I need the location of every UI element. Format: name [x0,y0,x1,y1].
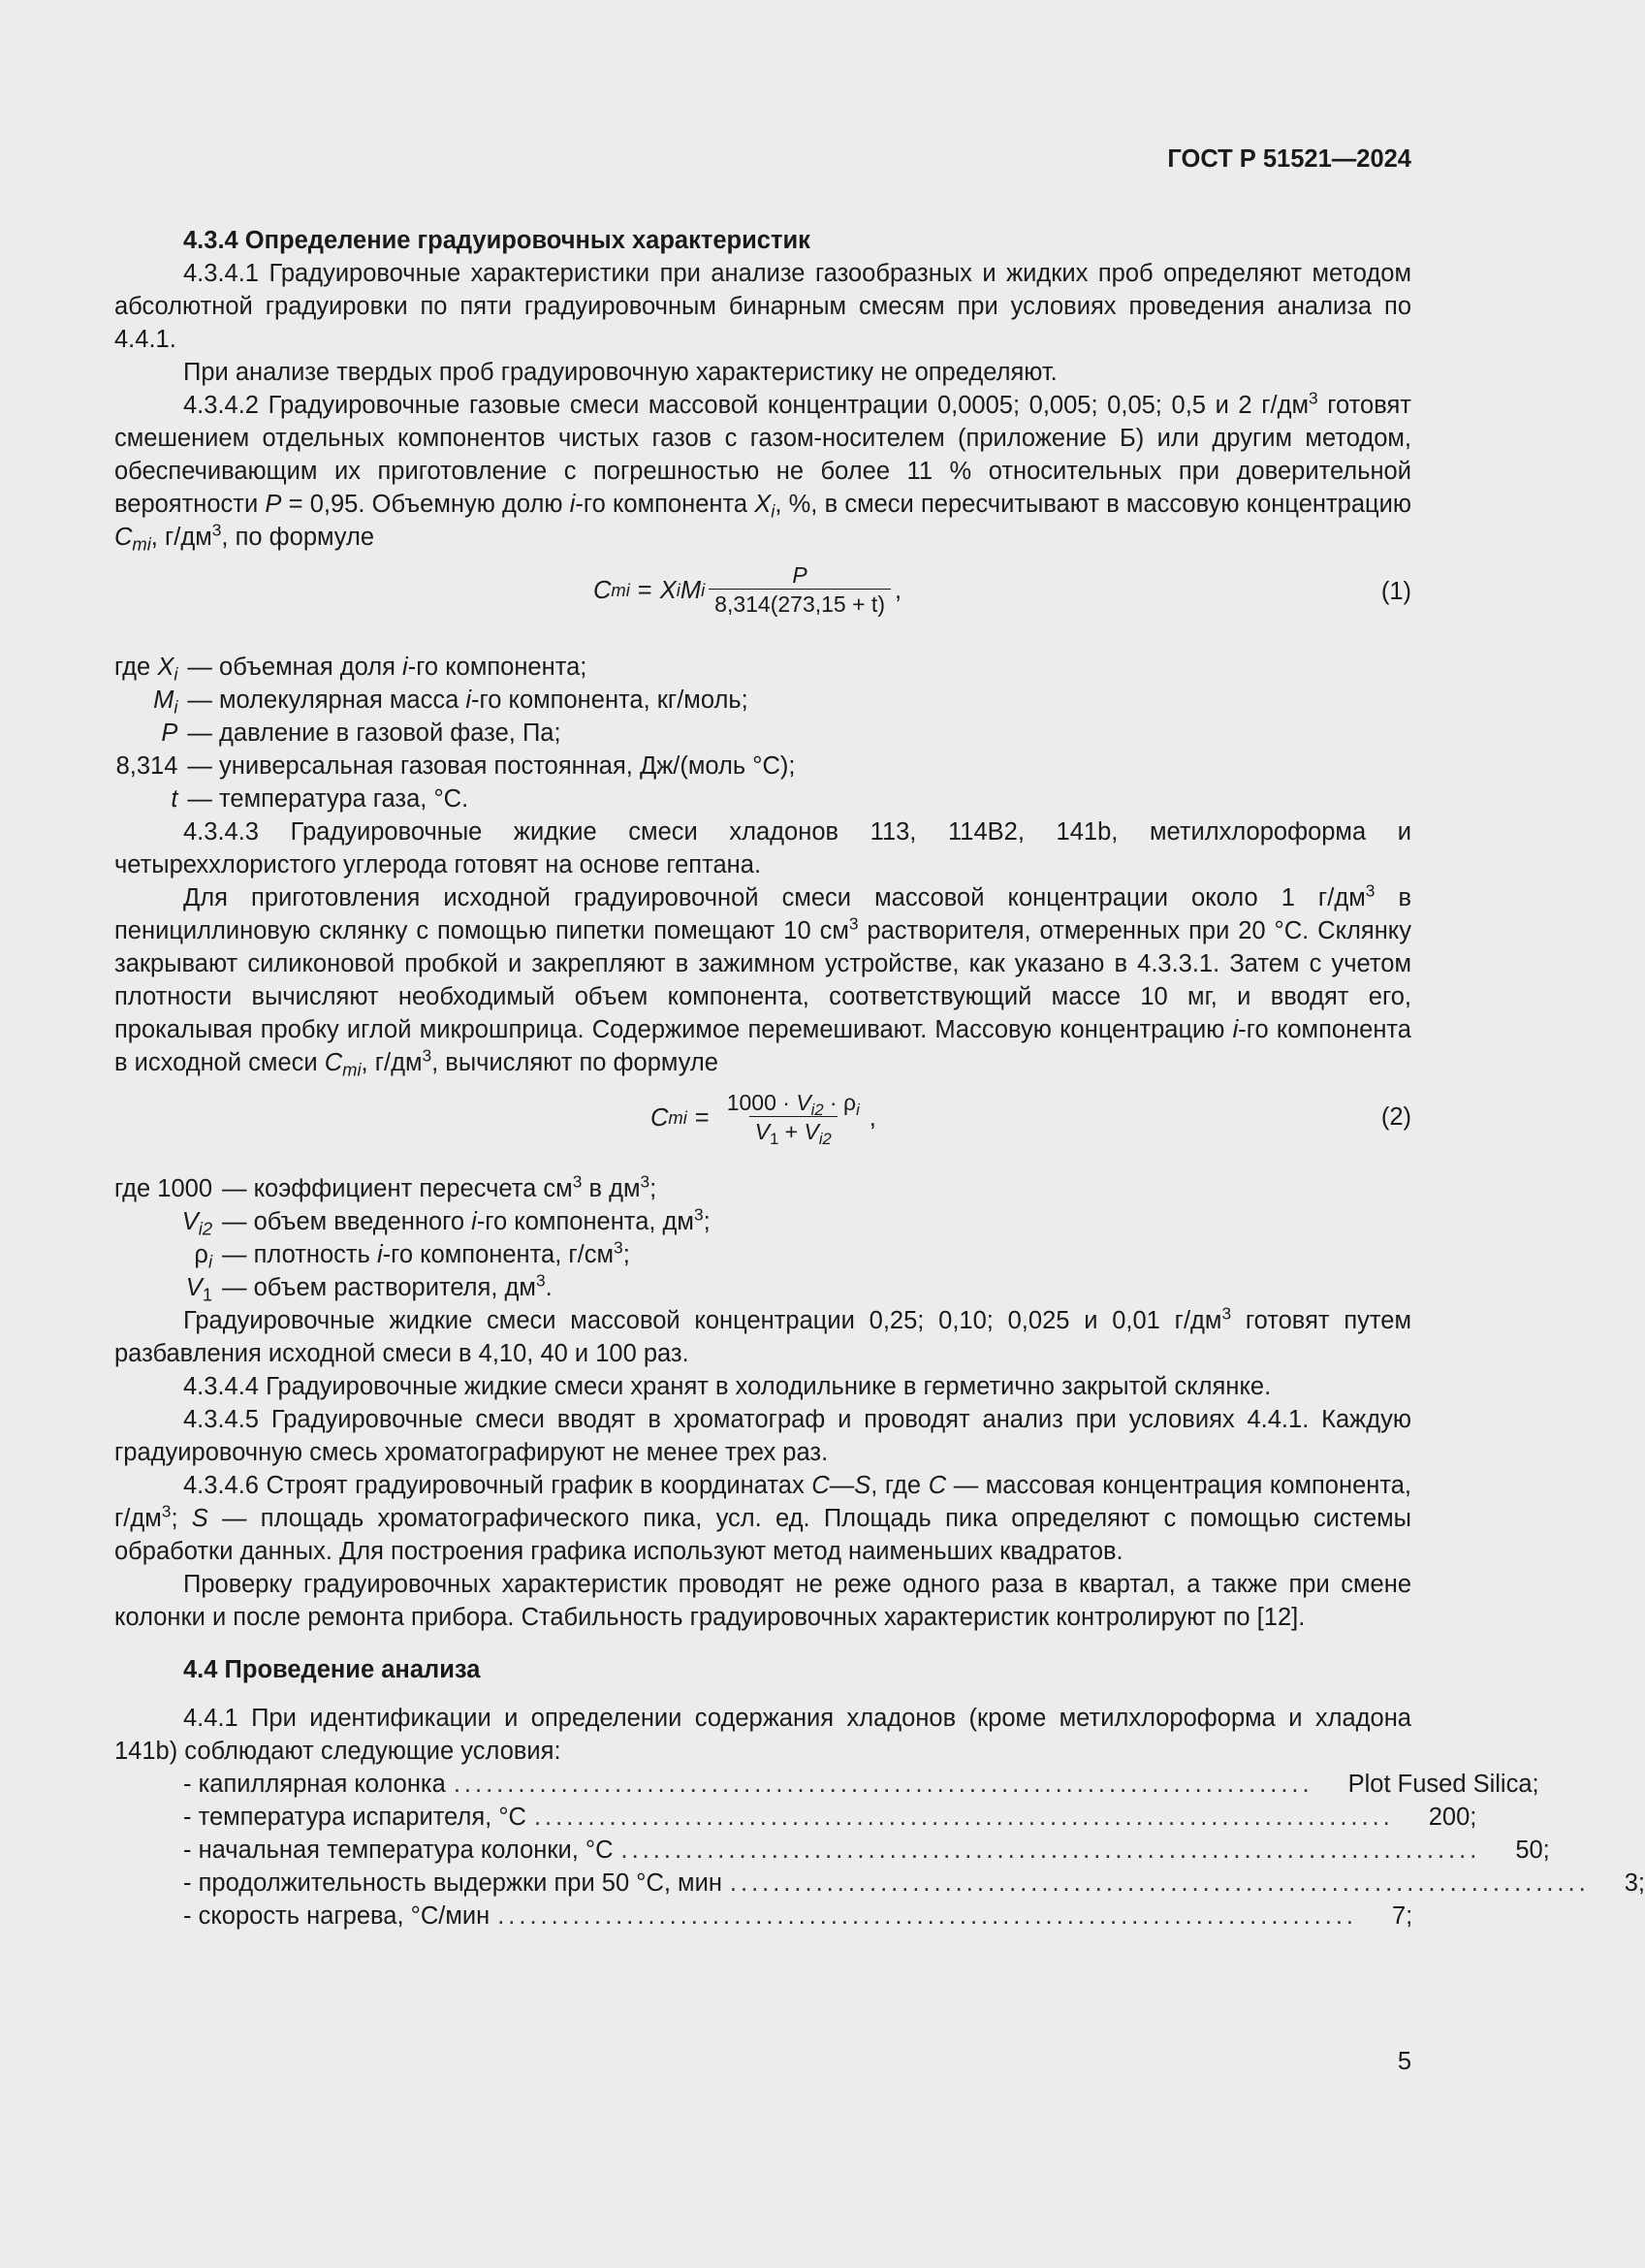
legend-symbol: где 1000 [114,1175,213,1202]
legend-desc: — температура газа, °С. [187,785,469,813]
legend-desc: — объем растворителя, $дм^3$. [222,1270,553,1301]
legend-desc: — коэффициент пересчета $см^3$ в $дм^3$; [222,1171,657,1202]
paragraph-4-3-4-6: 4.3.4.6 Строят градуировочный график в координатах C—S, где C — массовая концентрация компонента, $г/дм^3$; S — площадь хроматографического пика, усл. ед. Площадь пика определяют с помощью системы обработки данных. Для построения графика используют метод наименьших квадратов. [114,1472,1411,1565]
section-4-4-heading: 4.4 Проведение анализа [183,1656,481,1683]
legend-symbol: $V_1$ [185,1274,213,1305]
legend-desc: — объем введенного i-го компонента, $дм^3$; [222,1204,711,1235]
legend-desc: — универсальная газовая постоянная, Дж/(моль °С); [187,752,796,780]
document-body [114,0,1645,1933]
formula-1: C mi = X i M i $\frac{P}{8,314(273,15 + t)}$ , (1) [593,562,1411,617]
paragraph-4-3-4-5: 4.3.4.5 Градуировочные смеси вводят в хроматограф и проводят анализ при условиях 4.4.1. Каждую градуировочную смесь хроматографируют не менее трех раз. [114,1406,1411,1466]
legend-symbol: $\rho_i$ [194,1241,213,1272]
legend-formula-1 [114,651,1411,815]
legend-desc: — молекулярная масса i-го компонента, кг/моль; [187,687,748,714]
legend-desc: — плотность i-го компонента, $г/см^3$; [222,1237,630,1268]
legend-formula-2 [114,1172,1411,1304]
paragraph-4-3-4-3: 4.3.4.3 Градуировочные жидкие смеси хладонов 113, 114В2, 141b, метилхлороформа и четыреххлористого углерода готовят на основе гептана. [114,818,1411,878]
legend-symbol: $M_i$ [153,687,178,718]
paragraph-4-4-1: 4.4.1 При идентификации и определении содержания хладонов (кроме метилхлороформа и хладона 141b) соблюдают следующие условия: [114,1705,1411,1765]
conditions-list [114,1768,1645,1933]
paragraph-solid-samples: При анализе твердых проб градуировочную характеристику не определяют. [183,359,1058,386]
condition-row: - капиллярная колонка ................................................................................ Plot Fused Silica; [183,1771,1539,1798]
paragraph-preparation: Для приготовления исходной градуировочной смеси массовой концентрации около 1 $г/дм^3$ в пенициллиновую склянку с помощью пипетки помещают 10 $см^3$ растворителя, отмеренных при 20 °С. Склянку закрывают силиконовой пробкой и закрепляют в зажимном устройстве, как указано в 4.3.3.1. Затем с учетом плотности вычисляют необходимый объем компонента, соответствующий массе 10 мг, и вводят его, прокалывая пробку иглой микрошприца. Содержимое перемешивают. Массовую концентрацию i-го компонента в исходной смеси $C_{mi}$, $г/дм^3$, вычисляют по формуле [114,880,1411,1080]
paragraph-dilution: Градуировочные жидкие смеси массовой концентрации 0,25; 0,10; 0,025 и 0,01 $г/дм^3$ готовят путем разбавления исходной смеси в 4,10, 40 и 100 раз. [114,1303,1411,1367]
formula-2: C mi = $\frac{1000 \cdot V_{i2} \cdot \rho_i}{V_1 + V_{i2}}$ , (2) [650,1090,1411,1148]
condition-row: - продолжительность выдержки при 50 °С, мин ................................................................................ 3; [183,1869,1645,1897]
legend-symbol: где $X_i$ [114,654,178,685]
legend-symbol: 8,314 [115,752,178,780]
paragraph-4-3-4-4: 4.3.4.4 Градуировочные жидкие смеси хранят в холодильнике в герметично закрытой склянке. [183,1373,1272,1400]
legend-symbol: P [161,719,178,747]
paragraph-calibration-check: Проверку градуировочных характеристик проводят не реже одного раза в квартал, а также при смене колонки и после ремонта прибора. Стабильность градуировочных характеристик контролируют по [12]. [114,1571,1411,1631]
legend-desc: — объемная доля i-го компонента; [187,654,587,681]
section-4-3-4-heading: 4.3.4 Определение градуировочных характеристик [183,227,810,254]
condition-row: - скорость нагрева, °С/мин ................................................................................ 7; [183,1902,1413,1930]
paragraph-4-3-4-2: 4.3.4.2 Градуировочные газовые смеси массовой концентрации 0,0005; 0,005; 0,05; 0,5 и 2 $г/дм^3$ готовят смешением отдельных компонентов чистых газов с газом-носителем (приложение Б) или другим методом, обеспечивающим их приготовление с погрешностью не более 11 % относительных при доверительной вероятности P = 0,95. Объемную долю i-го компонента $X_i$, %, в смеси пересчитывают в массовую концентрацию $C_{mi}$, $г/дм^3$, по формуле [114,388,1411,555]
formula-2-number: (2) [1380,1103,1411,1131]
document-header: ГОСТ Р 51521—2024 [1167,145,1411,173]
formula-1-number: (1) [1380,578,1411,605]
paragraph-4-3-4-1: 4.3.4.1 Градуировочные характеристики при анализе газообразных и жидких проб определяют методом абсолютной градуировки по пяти градуировочным бинарным смесям при условиях проведения анализа по 4.4.1. [114,260,1411,353]
legend-desc: — давление в газовой фазе, Па; [187,719,561,747]
condition-row: - начальная температура колонки, °С ................................................................................ 50; [183,1837,1550,1864]
page-number: 5 [1397,2048,1411,2075]
legend-symbol: t [171,785,178,813]
legend-symbol: $V_{i2}$ [181,1208,213,1239]
condition-row: - температура испарителя, °С ................................................................................ 200; [183,1804,1477,1831]
